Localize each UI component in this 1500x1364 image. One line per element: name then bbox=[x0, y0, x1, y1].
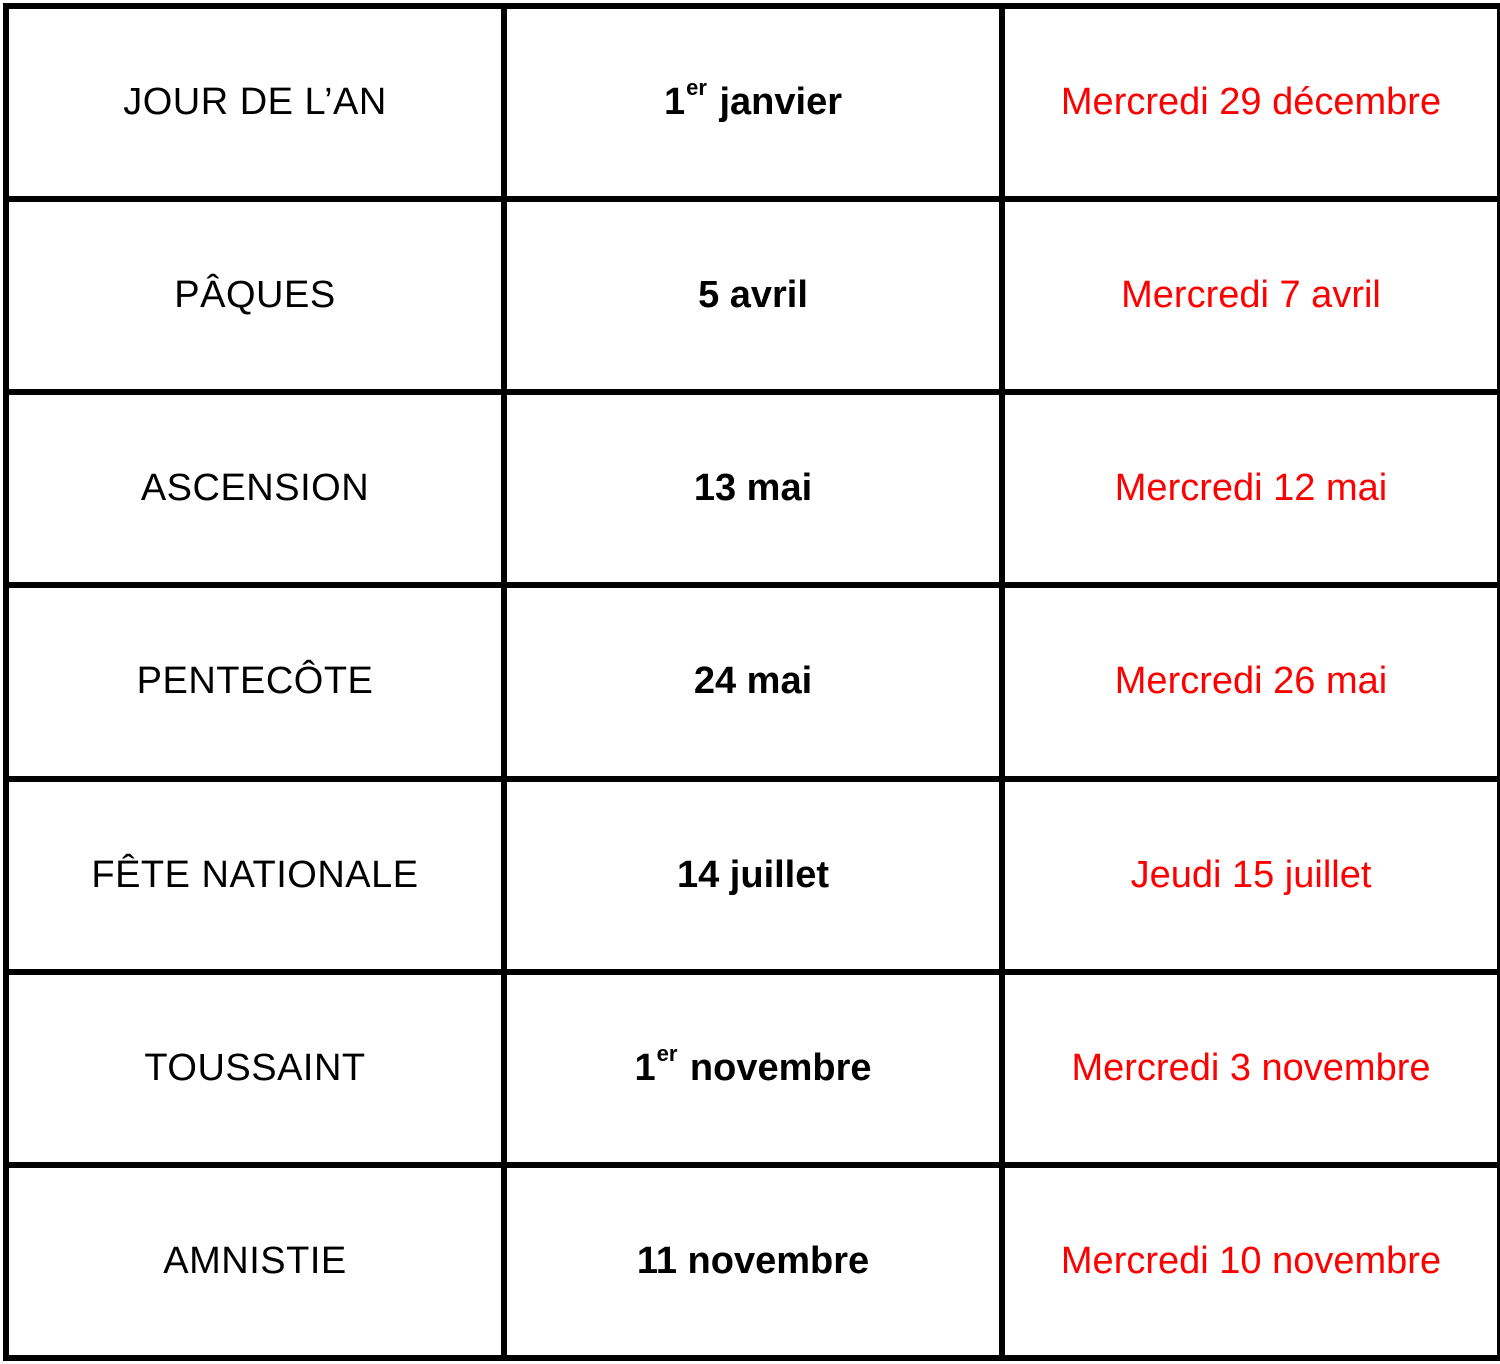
observed-day-cell: Mercredi 12 mai bbox=[1002, 392, 1500, 585]
holiday-name-cell: TOUSSAINT bbox=[6, 972, 504, 1165]
holiday-name-cell: PENTECÔTE bbox=[6, 585, 504, 778]
date-number: 5 avril bbox=[698, 274, 808, 317]
date-month: janvier bbox=[708, 81, 842, 124]
table-row bbox=[6, 972, 1500, 1165]
date-number: 14 juillet bbox=[676, 853, 830, 896]
holiday-name-cell: PÂQUES bbox=[6, 199, 504, 392]
holiday-name-cell: AMNISTIE bbox=[6, 1165, 504, 1358]
observed-day-cell: Mercredi 3 novembre bbox=[1002, 972, 1500, 1165]
date-number: 1 bbox=[634, 1046, 656, 1089]
holiday-name-cell: JOUR DE L’AN bbox=[6, 6, 504, 199]
date-number: 24 mai bbox=[693, 660, 813, 703]
table-row bbox=[6, 1165, 1500, 1358]
holiday-table bbox=[3, 3, 1500, 1361]
table-row bbox=[6, 6, 1500, 199]
holiday-name-cell: ASCENSION bbox=[6, 392, 504, 585]
holiday-date-cell bbox=[504, 392, 1002, 585]
table-row bbox=[6, 779, 1500, 972]
date-month: novembre bbox=[679, 1046, 872, 1089]
holiday-name-cell: FÊTE NATIONALE bbox=[6, 779, 504, 972]
date-number: 1 bbox=[663, 81, 686, 124]
date-ordinal-suffix: er bbox=[656, 1040, 678, 1066]
observed-day-cell: Mercredi 10 novembre bbox=[1002, 1165, 1500, 1358]
observed-day-cell: Mercredi 7 avril bbox=[1002, 199, 1500, 392]
holiday-date-cell bbox=[504, 972, 1002, 1165]
date-number: 13 mai bbox=[693, 467, 813, 510]
holiday-date-cell bbox=[504, 199, 1002, 392]
holiday-date-cell bbox=[504, 1165, 1002, 1358]
observed-day-cell: Mercredi 26 mai bbox=[1002, 585, 1500, 778]
observed-day-cell: Mercredi 29 décembre bbox=[1002, 6, 1500, 199]
table-row bbox=[6, 199, 1500, 392]
date-ordinal-suffix: er bbox=[686, 75, 707, 101]
table-row bbox=[6, 585, 1500, 778]
holiday-date-cell bbox=[504, 585, 1002, 778]
observed-day-cell: Jeudi 15 juillet bbox=[1002, 779, 1500, 972]
table-row bbox=[6, 392, 1500, 585]
holiday-date-cell bbox=[504, 779, 1002, 972]
holiday-date-cell bbox=[504, 6, 1002, 199]
date-number: 11 novembre bbox=[636, 1239, 870, 1282]
